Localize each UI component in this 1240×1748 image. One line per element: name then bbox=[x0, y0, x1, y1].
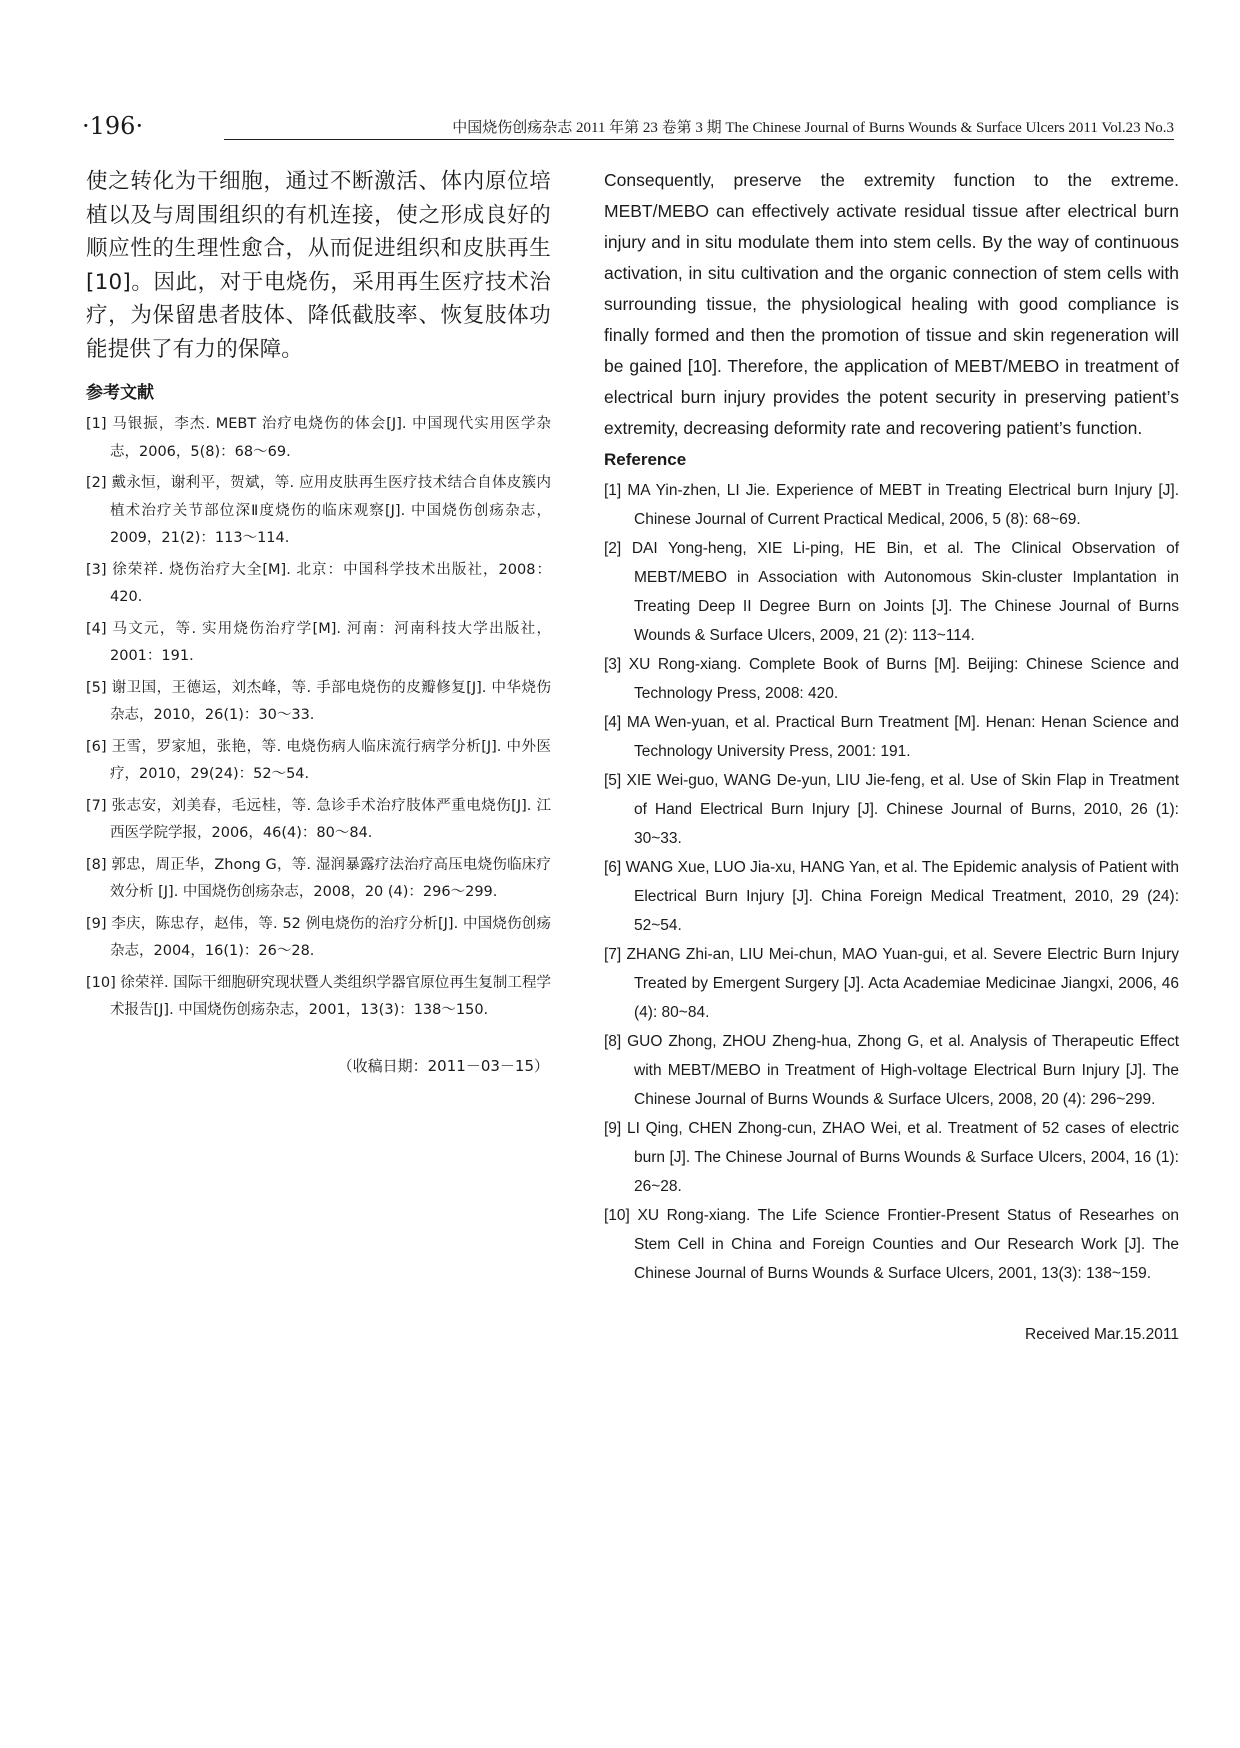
english-reference-item: [4] MA Wen-yuan, et al. Practical Burn Treatment [M]. Henan: Henan Science and Technology University Press, 2001: 191. bbox=[604, 714, 1179, 760]
english-references-heading: Reference bbox=[604, 450, 687, 469]
chinese-received-date: （收稿日期：2011－03－15） bbox=[337, 1056, 549, 1075]
chinese-column bbox=[86, 165, 551, 1076]
english-reference-item: [8] GUO Zhong, ZHOU Zheng-hua, Zhong G, et al. Analysis of Therapeutic Effect with MEBT/MEBO in Treatment of High-voltage Electrical Burn Injury [J]. The Chinese Journal of Burns Wounds & Surface Ulcers, 2008, 20 (4): 296~299. bbox=[604, 1033, 1179, 1108]
english-body-text: Consequently, preserve the extremity function to the extreme. MEBT/MEBO can effectively activate residual tissue after electrical burn injury and in situ modulate them into stem cells. By the way of continuous activation, in situ cultivation and the organic connection of stem cells with surrounding tissue, the physiological healing with good compliance is finally formed and then the promotion of tissue and skin regeneration will be gained [10]. Therefore, the application of MEBT/MEBO in treatment of electrical burn injury provides the potent security in preserving patient’s extremity, decreasing deformity rate and recovering patient’s function. bbox=[604, 170, 1179, 438]
english-reference-list bbox=[604, 476, 1179, 1288]
english-reference-item: [3] XU Rong-xiang. Complete Book of Burns [M]. Beijing: Chinese Science and Technology Press, 2008: 420. bbox=[604, 656, 1179, 702]
chinese-reference-item: [3] 徐荣祥. 烧伤治疗大全[M]. 北京：中国科学技术出版社，2008：420. bbox=[86, 561, 551, 605]
english-reference-item: [6] WANG Xue, LUO Jia-xu, HANG Yan, et al. The Epidemic analysis of Patient with Electrical Burn Injury [J]. China Foreign Medical Treatment, 2010, 29 (24): 52~54. bbox=[604, 859, 1179, 934]
header-rule bbox=[224, 139, 1174, 140]
english-column bbox=[604, 165, 1179, 1344]
chinese-reference-item: [9] 李庆，陈忠存，赵伟，等. 52 例电烧伤的治疗分析[J]. 中国烧伤创疡杂志，2004，16(1)：26～28. bbox=[86, 915, 551, 959]
chinese-body-text: 使之转化为干细胞，通过不断激活、体内原位培植以及与周围组织的有机连接，使之形成良好的顺应性的生理性愈合，从而促进组织和皮肤再生[10]。因此，对于电烧伤，采用再生医疗技术治疗，为保留患者肢体、降低截肢率、恢复肢体功能提供了有力的保障。 bbox=[86, 169, 551, 362]
english-reference-item: [7] ZHANG Zhi-an, LIU Mei-chun, MAO Yuan-gui, et al. Severe Electric Burn Injury Treated by Emergent Surgery [J]. Acta Academiae Medicinae Jiangxi, 2006, 46 (4): 80~84. bbox=[604, 946, 1179, 1021]
english-reference-item: [1] MA Yin-zhen, LI Jie. Experience of MEBT in Treating Electrical burn Injury [J]. Chinese Journal of Current Practical Medical, 2006, 5 (8): 68~69. bbox=[604, 482, 1179, 528]
chinese-reference-item: [2] 戴永恒，谢利平，贺斌，等. 应用皮肤再生医疗技术结合自体皮簇内植术治疗关节部位深Ⅱ度烧伤的临床观察[J]. 中国烧伤创疡杂志，2009，21(2)：113～114. bbox=[86, 475, 551, 546]
chinese-reference-list bbox=[86, 411, 551, 1025]
english-reference-item: [10] XU Rong-xiang. The Life Science Frontier-Present Status of Researhes on Stem Cell in China and Foreign Counties and Our Research Work [J]. The Chinese Journal of Burns Wounds & Surface Ulcers, 2001, 13(3): 138~159. bbox=[604, 1207, 1179, 1282]
chinese-reference-item: [4] 马文元，等. 实用烧伤治疗学[M]. 河南：河南科技大学出版社，2001：191. bbox=[86, 620, 551, 664]
english-received-date: Received Mar.15.2011 bbox=[1025, 1326, 1179, 1343]
chinese-reference-item: [6] 王雪，罗家旭，张艳，等. 电烧伤病人临床流行病学分析[J]. 中外医疗，2010，29(24)：52～54. bbox=[86, 738, 551, 782]
chinese-reference-item: [8] 郭忠，周正华，Zhong G，等. 湿润暴露疗法治疗高压电烧伤临床疗效分析 [J]. 中国烧伤创疡杂志，2008，20 (4)：296～299. bbox=[86, 856, 551, 900]
page-number: ·196· bbox=[82, 112, 144, 140]
chinese-reference-item: [1] 马银振，李杰. MEBT 治疗电烧伤的体会[J]. 中国现代实用医学杂志，2006，5(8)：68～69. bbox=[86, 416, 551, 460]
page-header bbox=[82, 112, 1174, 142]
english-reference-item: [9] LI Qing, CHEN Zhong-cun, ZHAO Wei, et al. Treatment of 52 cases of electric burn [J]. The Chinese Journal of Burns Wounds & Surface Ulcers, 2004, 16 (1): 26~28. bbox=[604, 1120, 1179, 1195]
chinese-references-heading: 参考文献 bbox=[86, 383, 154, 403]
chinese-reference-item: [7] 张志安，刘美春，毛远桂，等. 急诊手术治疗肢体严重电烧伤[J]. 江西医学院学报，2006，46(4)：80～84. bbox=[86, 797, 551, 841]
chinese-reference-item: [5] 谢卫国，王德运，刘杰峰，等. 手部电烧伤的皮瓣修复[J]. 中华烧伤杂志，2010，26(1)：30～33. bbox=[86, 679, 551, 723]
chinese-reference-item: [10] 徐荣祥. 国际干细胞研究现状暨人类组织学器官原位再生复制工程学术报告[J]. 中国烧伤创疡杂志，2001，13(3)：138～150. bbox=[86, 974, 551, 1018]
english-reference-item: [5] XIE Wei-guo, WANG De-yun, LIU Jie-feng, et al. Use of Skin Flap in Treatment of Hand Electrical Burn Injury [J]. Chinese Journal of Burns, 2010, 26 (1): 30~33. bbox=[604, 772, 1179, 847]
running-title: 中国烧伤创疡杂志 2011 年第 23 卷第 3 期 The Chinese Journal of Burns Wounds & Surface Ulcers 2011 Vol.23 No.3 bbox=[452, 120, 1174, 136]
english-reference-item: [2] DAI Yong-heng, XIE Li-ping, HE Bin, et al. The Clinical Observation of MEBT/MEBO in Association with Autonomous Skin-cluster Implantation in Treating Deep II Degree Burn on Joints [J]. The Chinese Journal of Burns Wounds & Surface Ulcers, 2009, 21 (2): 113~114. bbox=[604, 540, 1179, 644]
